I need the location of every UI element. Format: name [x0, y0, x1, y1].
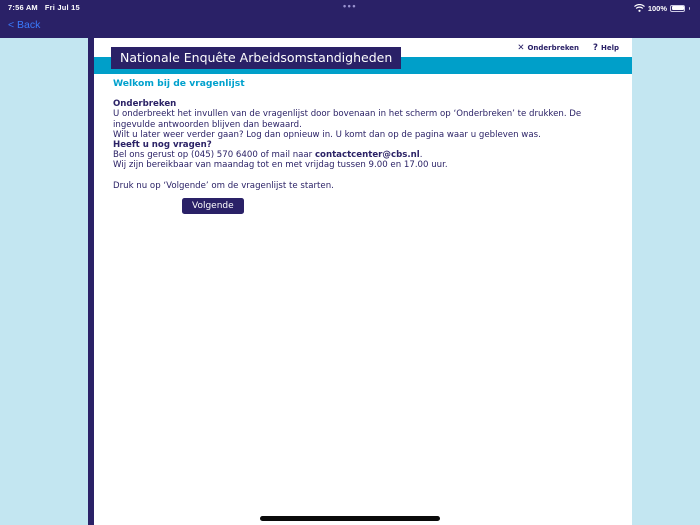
app-body — [0, 38, 700, 525]
interrupt-text-line-1: U onderbreekt het invullen van de vragenlijst door bovenaan in het scherm op ‘Onderbreken’ te drukken. De — [113, 109, 582, 120]
battery-icon-tip — [689, 7, 691, 10]
left-pane-background — [0, 38, 88, 525]
contact-text-line — [113, 150, 614, 160]
contact-email: contactcenter@cbs.nl — [314, 150, 420, 161]
battery-icon — [670, 5, 685, 12]
interrupt-section-heading: Onderbreken — [113, 99, 177, 110]
battery-percent: 100% — [647, 3, 667, 13]
contact-text-pre: Bel ons gerust op (045) 570 6400 of mail naar — [113, 150, 315, 161]
survey-content — [94, 74, 632, 214]
interrupt-button-label: Onderbreken — [527, 43, 580, 52]
interrupt-button[interactable] — [517, 43, 579, 53]
status-bar — [0, 0, 700, 38]
next-button[interactable]: Volgende — [182, 198, 244, 214]
status-time: 7:56 AM — [8, 3, 38, 12]
status-date: Fri Jul 15 — [44, 3, 80, 12]
interrupt-text-line-3: Wilt u later weer verder gaan? Log dan opnieuw in. U komt dan op de pagina waar u gebleven was. — [113, 129, 541, 140]
availability-text-line: Wij zijn bereikbaar van maandag tot en met vrijdag tussen 9.00 en 17.00 uur. — [113, 160, 448, 171]
interrupt-text-line-2: ingevulde antwoorden blijven dan bewaard. — [113, 119, 302, 130]
multitask-dots-icon[interactable]: ••• — [343, 1, 357, 11]
status-indicators — [634, 3, 690, 13]
back-button[interactable]: < Back — [8, 19, 41, 31]
welcome-heading: Welkom bij de vragenlijst — [113, 78, 245, 89]
questions-section-heading: Heeft u nog vragen? — [113, 140, 212, 151]
help-button[interactable] — [593, 43, 619, 53]
blank-line — [113, 171, 614, 181]
question-mark-icon: ? — [593, 42, 598, 53]
close-icon: ✕ — [517, 42, 525, 53]
survey-title: Nationale Enquête Arbeidsomstandigheden — [111, 47, 401, 69]
contact-text-post: . — [419, 150, 423, 161]
wifi-icon — [634, 4, 645, 12]
home-indicator[interactable] — [260, 516, 440, 521]
help-button-label: Help — [600, 43, 619, 52]
instruction-text: Druk nu op ‘Volgende’ om de vragenlijst te starten. — [113, 180, 334, 191]
right-pane-background — [632, 38, 700, 525]
survey-webview — [94, 38, 632, 525]
